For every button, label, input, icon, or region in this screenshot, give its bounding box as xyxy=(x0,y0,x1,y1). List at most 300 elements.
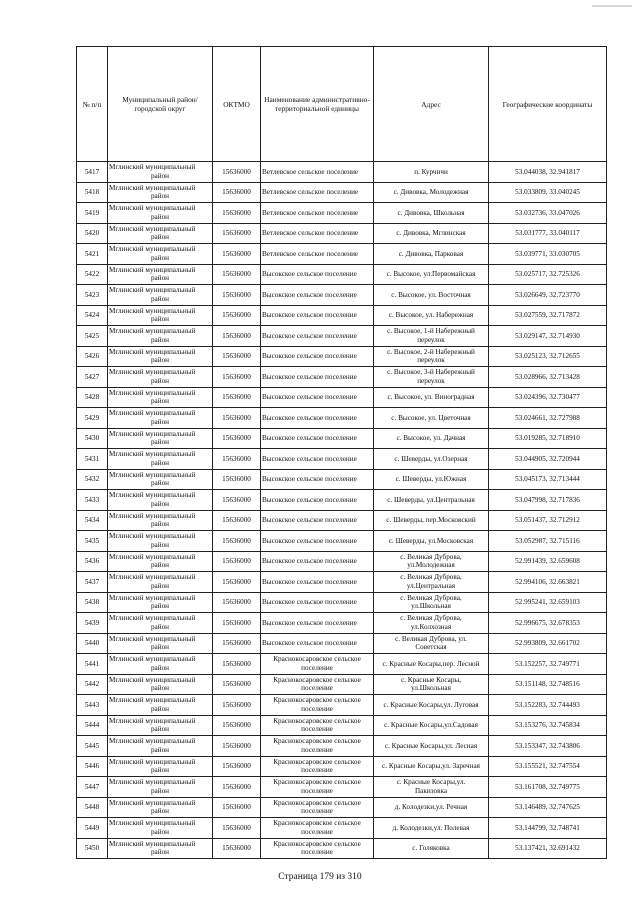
row-district xyxy=(108,818,213,839)
district-line1: Мглинский муниципальный xyxy=(109,306,196,315)
district-line1: Мглинский муниципальный xyxy=(109,245,196,254)
row-coordinates: 53.026649, 32.723770 xyxy=(489,285,607,306)
admin-line1: Высокское сельское поселение xyxy=(262,311,357,319)
row-number: 5442 xyxy=(77,674,108,695)
row-coordinates: 53.146489, 32.747625 xyxy=(489,797,607,818)
row-admin-unit xyxy=(261,305,374,326)
district-line2: район xyxy=(150,725,170,734)
district-line1: Мглинский муниципальный xyxy=(109,409,196,418)
row-district xyxy=(108,469,213,490)
row-coordinates: 53.151148, 32.748516 xyxy=(489,674,607,695)
row-address xyxy=(374,285,489,306)
row-number: 5433 xyxy=(77,490,108,511)
row-admin-unit xyxy=(261,654,374,675)
row-admin-unit xyxy=(261,285,374,306)
admin-line1: Высокское сельское поселение xyxy=(262,536,357,545)
table-row xyxy=(77,367,607,388)
district-line2: район xyxy=(150,294,170,303)
district-line1: Мглинский муниципальный xyxy=(109,737,196,746)
admin-line1: Краснокосаровское сельское xyxy=(273,819,361,828)
row-oktmo: 15636000 xyxy=(213,695,261,716)
address-line2: ул.Колхозная xyxy=(410,622,452,631)
row-address xyxy=(374,756,489,777)
row-coordinates: 52.995241, 32.659103 xyxy=(489,592,607,613)
admin-line1: Высокское сельское поселение xyxy=(262,639,357,647)
row-district xyxy=(108,715,213,736)
district-line2: район xyxy=(150,704,170,713)
address-line2: переулок xyxy=(417,356,445,365)
row-admin-unit xyxy=(261,736,374,757)
row-admin-unit xyxy=(261,572,374,593)
row-address xyxy=(374,305,489,326)
row-admin-unit xyxy=(261,203,374,224)
admin-line1: Высокское сельское поселение xyxy=(262,618,357,627)
district-line2: район xyxy=(150,807,170,816)
page-footer: Страница 179 из 310 xyxy=(278,872,362,882)
table-row xyxy=(77,818,607,839)
row-district xyxy=(108,387,213,408)
admin-line1: Высокское сельское поселение xyxy=(262,290,357,299)
table-row xyxy=(77,592,607,613)
row-number: 5440 xyxy=(77,633,108,654)
district-line1: Мглинский муниципальный xyxy=(109,839,196,848)
row-number: 5427 xyxy=(77,367,108,388)
admin-line2: поселение xyxy=(301,848,333,857)
table-row xyxy=(77,797,607,818)
address-line2: Советская xyxy=(415,643,447,652)
row-district xyxy=(108,408,213,429)
row-address xyxy=(374,203,489,224)
district-line1: Мглинский муниципальный xyxy=(109,675,196,684)
row-admin-unit xyxy=(261,469,374,490)
table-row xyxy=(77,428,607,449)
row-oktmo: 15636000 xyxy=(213,408,261,429)
district-line2: район xyxy=(150,253,170,262)
row-number: 5417 xyxy=(77,162,108,183)
admin-line1: Краснокосаровское сельское xyxy=(273,655,361,664)
admin-line1: Ветлевское сельское поселение xyxy=(262,167,359,176)
address-line1: с. Шеверды, ул.Озерная xyxy=(394,454,468,463)
row-district xyxy=(108,592,213,613)
row-oktmo: 15636000 xyxy=(213,633,261,654)
admin-line1: Ветлевское сельское поселение xyxy=(262,208,359,217)
address-line1: с. Голяковка xyxy=(412,844,450,852)
row-oktmo: 15636000 xyxy=(213,531,261,552)
address-line2: переулок xyxy=(417,376,445,385)
row-address xyxy=(374,715,489,736)
row-oktmo: 15636000 xyxy=(213,613,261,634)
row-oktmo: 15636000 xyxy=(213,572,261,593)
table-row xyxy=(77,633,607,654)
address-line1: с. Дивовка, Парковая xyxy=(398,249,464,258)
row-oktmo: 15636000 xyxy=(213,428,261,449)
district-line2: район xyxy=(150,561,170,570)
admin-line1: Высокское сельское поселение xyxy=(262,516,357,524)
address-line2: ул.Школьная xyxy=(411,684,451,693)
district-line1: Мглинский муниципальный xyxy=(109,552,196,561)
row-address xyxy=(374,592,489,613)
row-number: 5438 xyxy=(77,592,108,613)
row-coordinates: 53.031777, 33.040117 xyxy=(489,223,607,244)
row-coordinates: 53.152257, 32.749771 xyxy=(489,654,607,675)
row-coordinates: 53.019285, 32.718910 xyxy=(489,428,607,449)
district-line2: район xyxy=(150,663,170,672)
district-line2: район xyxy=(150,335,170,344)
address-line1: с. Великая Дуброва, ул. xyxy=(395,634,467,643)
row-admin-unit xyxy=(261,695,374,716)
address-line1: д. Колодезки,ул. Речная xyxy=(394,803,468,811)
row-district xyxy=(108,510,213,531)
row-number: 5431 xyxy=(77,449,108,470)
address-line1: с. Великая Дуброва, xyxy=(400,614,462,623)
table-row xyxy=(77,490,607,511)
row-oktmo: 15636000 xyxy=(213,223,261,244)
row-district xyxy=(108,223,213,244)
row-district xyxy=(108,244,213,265)
row-oktmo: 15636000 xyxy=(213,244,261,265)
register-table xyxy=(76,46,607,859)
table-row xyxy=(77,736,607,757)
district-line2: район xyxy=(150,212,170,221)
district-line2: район xyxy=(150,479,170,488)
admin-line1: Краснокосаровское сельское xyxy=(273,696,361,705)
district-line1: Мглинский муниципальный xyxy=(109,224,196,233)
row-district xyxy=(108,736,213,757)
row-number: 5422 xyxy=(77,264,108,285)
row-address xyxy=(374,449,489,470)
row-oktmo: 15636000 xyxy=(213,346,261,367)
district-line1: Мглинский муниципальный xyxy=(109,429,196,438)
district-line2: район xyxy=(150,827,170,836)
address-line1: с. Великая Дуброва, xyxy=(400,573,462,582)
row-admin-unit xyxy=(261,367,374,388)
district-line1: Мглинский муниципальный xyxy=(109,778,196,787)
admin-line1: Ветлевское сельское поселение xyxy=(262,188,359,196)
district-line2: район xyxy=(150,622,170,631)
admin-line1: Краснокосаровское сельское xyxy=(273,798,361,807)
row-district xyxy=(108,613,213,634)
row-district xyxy=(108,633,213,654)
row-district xyxy=(108,695,213,716)
row-number: 5437 xyxy=(77,572,108,593)
table-row xyxy=(77,613,607,634)
row-coordinates: 53.153347, 32.743806 xyxy=(489,736,607,757)
address-line1: с. Высокое, ул. Виноградная xyxy=(387,393,475,401)
district-line2: район xyxy=(150,438,170,447)
table-row xyxy=(77,510,607,531)
address-line1: с. Высокое, ул. Дачная xyxy=(396,434,466,442)
address-line1: с. Высокое, 2-й Набережный xyxy=(387,347,475,356)
admin-line1: Высокское сельское поселение xyxy=(262,372,357,381)
table-row xyxy=(77,162,607,183)
address-line1: с. Шеверды, ул.Центральная xyxy=(387,495,475,504)
table-row xyxy=(77,346,607,367)
row-district xyxy=(108,326,213,347)
row-oktmo: 15636000 xyxy=(213,674,261,695)
row-number: 5428 xyxy=(77,387,108,408)
address-line1: с. Красные Косары,ул. Луговая xyxy=(383,700,479,709)
row-district xyxy=(108,162,213,183)
district-line1: Мглинский муниципальный xyxy=(109,286,196,295)
row-oktmo: 15636000 xyxy=(213,797,261,818)
row-admin-unit xyxy=(261,490,374,511)
table-row xyxy=(77,326,607,347)
row-admin-unit xyxy=(261,818,374,839)
header-district: Муниципальный район/городской округ xyxy=(108,47,213,162)
row-coordinates: 53.052987, 32.715116 xyxy=(489,531,607,552)
row-admin-unit xyxy=(261,428,374,449)
address-line1: с. Красные Косары, xyxy=(400,675,462,684)
district-line1: Мглинский муниципальный xyxy=(109,491,196,500)
address-line1: с. Высокое, ул. Восточная xyxy=(391,290,471,299)
row-oktmo: 15636000 xyxy=(213,756,261,777)
row-oktmo: 15636000 xyxy=(213,449,261,470)
row-district xyxy=(108,285,213,306)
row-address xyxy=(374,674,489,695)
row-number: 5423 xyxy=(77,285,108,306)
district-line1: Мглинский муниципальный xyxy=(109,614,196,623)
row-number: 5443 xyxy=(77,695,108,716)
row-coordinates: 53.044905, 32.720944 xyxy=(489,449,607,470)
row-admin-unit xyxy=(261,223,374,244)
district-line2: район xyxy=(150,499,170,508)
district-line2: район xyxy=(150,602,170,611)
row-address xyxy=(374,777,489,798)
district-line2: район xyxy=(150,786,170,795)
row-address xyxy=(374,387,489,408)
district-line2: район xyxy=(150,171,170,180)
row-district xyxy=(108,777,213,798)
district-line2: район xyxy=(150,540,170,549)
row-coordinates: 53.024661, 32.727988 xyxy=(489,408,607,429)
table-row xyxy=(77,223,607,244)
row-number: 5420 xyxy=(77,223,108,244)
row-admin-unit xyxy=(261,449,374,470)
row-address xyxy=(374,367,489,388)
district-line2: район xyxy=(150,274,170,283)
admin-line1: Высокское сельское поселение xyxy=(262,598,357,606)
address-line1: с. Дивовка, Молодежная xyxy=(393,188,469,196)
row-oktmo: 15636000 xyxy=(213,203,261,224)
table-row xyxy=(77,264,607,285)
row-admin-unit xyxy=(261,346,374,367)
row-oktmo: 15636000 xyxy=(213,490,261,511)
row-coordinates: 53.024396, 32.730477 xyxy=(489,387,607,408)
district-line1: Мглинский муниципальный xyxy=(109,327,196,336)
row-coordinates: 52.993809, 32.661702 xyxy=(489,633,607,654)
address-line1: с. Дивовка, Мглинская xyxy=(396,229,466,237)
district-line1: Мглинский муниципальный xyxy=(109,163,196,172)
row-district xyxy=(108,264,213,285)
row-district xyxy=(108,182,213,203)
admin-line1: Краснокосаровское сельское xyxy=(273,675,361,684)
table-row xyxy=(77,572,607,593)
address-line2: переулок xyxy=(417,335,445,344)
row-address xyxy=(374,326,489,347)
row-oktmo: 15636000 xyxy=(213,326,261,347)
row-admin-unit xyxy=(261,592,374,613)
table-row xyxy=(77,285,607,306)
table-row xyxy=(77,756,607,777)
row-coordinates: 53.144799, 32.748741 xyxy=(489,818,607,839)
admin-line1: Краснокосаровское сельское xyxy=(273,737,361,746)
table-row xyxy=(77,551,607,572)
header-geo: Географические координаты xyxy=(489,47,607,162)
row-number: 5425 xyxy=(77,326,108,347)
district-line1: Мглинский муниципальный xyxy=(109,757,196,766)
district-line1: Мглинский муниципальный xyxy=(109,470,196,479)
row-admin-unit xyxy=(261,162,374,183)
district-line2: район xyxy=(150,315,170,324)
table-row xyxy=(77,469,607,490)
admin-line2: поселение xyxy=(301,786,333,795)
row-address xyxy=(374,797,489,818)
district-line1: Мглинский муниципальный xyxy=(109,696,196,705)
row-district xyxy=(108,449,213,470)
row-coordinates: 53.044038, 32.941817 xyxy=(489,162,607,183)
admin-line1: Краснокосаровское сельское xyxy=(273,757,361,766)
row-coordinates: 53.047998, 32.717836 xyxy=(489,490,607,511)
row-address xyxy=(374,531,489,552)
row-oktmo: 15636000 xyxy=(213,818,261,839)
district-line1: Мглинский муниципальный xyxy=(109,716,196,725)
row-oktmo: 15636000 xyxy=(213,551,261,572)
row-coordinates: 53.161708, 32.749775 xyxy=(489,777,607,798)
admin-line2: поселение xyxy=(301,827,333,836)
row-address xyxy=(374,182,489,203)
row-number: 5432 xyxy=(77,469,108,490)
row-district xyxy=(108,797,213,818)
district-line1: Мглинский муниципальный xyxy=(109,450,196,459)
row-oktmo: 15636000 xyxy=(213,305,261,326)
row-admin-unit xyxy=(261,264,374,285)
row-oktmo: 15636000 xyxy=(213,182,261,203)
row-coordinates: 53.029147, 32.714930 xyxy=(489,326,607,347)
row-number: 5435 xyxy=(77,531,108,552)
table-header-row xyxy=(77,47,607,162)
row-coordinates: 52.994106, 32.663821 xyxy=(489,572,607,593)
table-row xyxy=(77,244,607,265)
scan-mark xyxy=(592,0,632,8)
row-address xyxy=(374,633,489,654)
row-number: 5419 xyxy=(77,203,108,224)
row-number: 5424 xyxy=(77,305,108,326)
address-line1: с. Красные Косары,пер. Лесной xyxy=(382,659,480,668)
address-line1: с. Высокое, 1-й Набережный xyxy=(387,327,475,336)
admin-line1: Высокское сельское поселение xyxy=(262,434,357,442)
address-line1: с. Великая Дуброва, xyxy=(400,593,462,602)
table-row xyxy=(77,182,607,203)
row-admin-unit xyxy=(261,838,374,859)
table-row xyxy=(77,838,607,859)
district-line1: Мглинский муниципальный xyxy=(109,655,196,664)
row-number: 5430 xyxy=(77,428,108,449)
address-line1: с. Шеверды, пер.Московский xyxy=(386,516,476,524)
row-number: 5446 xyxy=(77,756,108,777)
table-row xyxy=(77,387,607,408)
row-number: 5434 xyxy=(77,510,108,531)
row-admin-unit xyxy=(261,182,374,203)
address-line1: с. Высокое, 3-й Набережный xyxy=(387,368,475,377)
address-line1: с. Высокое, ул. Цветочная xyxy=(391,413,471,422)
row-admin-unit xyxy=(261,777,374,798)
district-line1: Мглинский муниципальный xyxy=(109,798,196,807)
address-line1: с. Высокое, ул. Набережная xyxy=(388,311,474,319)
admin-line2: поселение xyxy=(301,766,333,775)
district-line2: район xyxy=(150,745,170,754)
district-line1: Мглинский муниципальный xyxy=(109,819,196,828)
table-row xyxy=(77,674,607,695)
district-line1: Мглинский муниципальный xyxy=(109,634,196,643)
row-district xyxy=(108,203,213,224)
table-row xyxy=(77,203,607,224)
row-address xyxy=(374,428,489,449)
row-address xyxy=(374,654,489,675)
district-line2: район xyxy=(150,397,170,406)
district-line1: Мглинский муниципальный xyxy=(109,368,196,377)
row-admin-unit xyxy=(261,674,374,695)
district-line1: Мглинский муниципальный xyxy=(109,573,196,582)
district-line2: район xyxy=(150,643,170,652)
admin-line1: Высокское сельское поселение xyxy=(262,393,357,401)
admin-line2: поселение xyxy=(301,745,333,754)
admin-line1: Высокское сельское поселение xyxy=(262,331,357,340)
district-line1: Мглинский муниципальный xyxy=(109,204,196,213)
address-line2: ул.Центральная xyxy=(406,581,456,590)
admin-line1: Высокское сельское поселение xyxy=(262,495,357,504)
row-admin-unit xyxy=(261,531,374,552)
admin-line2: поселение xyxy=(301,704,333,713)
row-coordinates: 52.991439, 32.659608 xyxy=(489,551,607,572)
row-district xyxy=(108,531,213,552)
address-line1: с. Шеверды, ул.Московская xyxy=(388,536,474,545)
row-admin-unit xyxy=(261,613,374,634)
row-address xyxy=(374,736,489,757)
table-row xyxy=(77,531,607,552)
table-row xyxy=(77,695,607,716)
row-oktmo: 15636000 xyxy=(213,715,261,736)
district-line1: Мглинский муниципальный xyxy=(109,265,196,274)
row-oktmo: 15636000 xyxy=(213,510,261,531)
district-line2: район xyxy=(150,520,170,529)
address-line1: с. Красные Косары,ул. Лесная xyxy=(384,741,478,750)
row-address xyxy=(374,695,489,716)
row-address xyxy=(374,551,489,572)
row-address xyxy=(374,408,489,429)
row-number: 5448 xyxy=(77,797,108,818)
row-address xyxy=(374,162,489,183)
row-admin-unit xyxy=(261,326,374,347)
row-coordinates: 53.045173, 32.713444 xyxy=(489,469,607,490)
admin-line1: Высокское сельское поселение xyxy=(262,270,357,278)
district-line1: Мглинский муниципальный xyxy=(109,183,196,192)
row-district xyxy=(108,346,213,367)
row-oktmo: 15636000 xyxy=(213,162,261,183)
row-district xyxy=(108,551,213,572)
row-coordinates: 53.032736, 33.047026 xyxy=(489,203,607,224)
row-oktmo: 15636000 xyxy=(213,367,261,388)
admin-line2: поселение xyxy=(301,663,333,672)
district-line1: Мглинский муниципальный xyxy=(109,532,196,541)
admin-line1: Высокское сельское поселение xyxy=(262,454,357,463)
row-district xyxy=(108,654,213,675)
address-line1: с. Шеверды, ул.Южная xyxy=(395,475,467,483)
district-line1: Мглинский муниципальный xyxy=(109,388,196,397)
row-district xyxy=(108,838,213,859)
district-line2: район xyxy=(150,376,170,385)
address-line2: Пакизовка xyxy=(414,786,448,795)
address-line2: ул.Молодежная xyxy=(407,561,455,570)
